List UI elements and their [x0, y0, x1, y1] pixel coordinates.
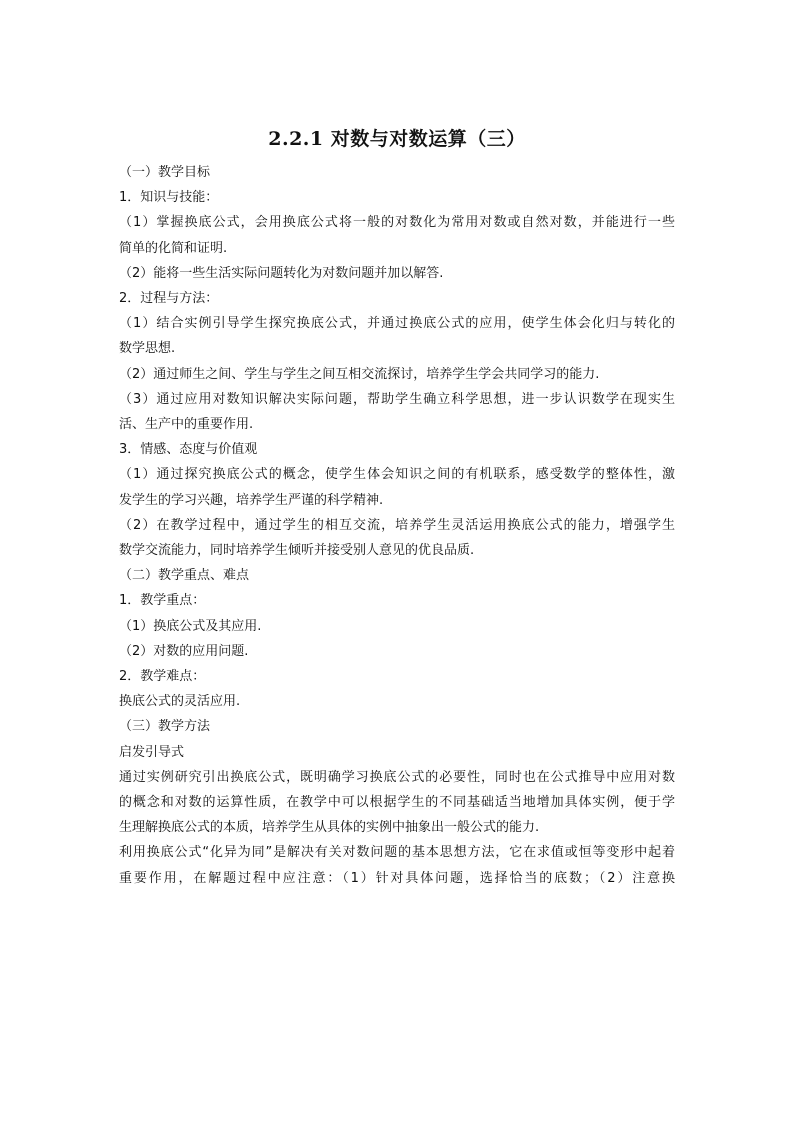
paragraph-line: （2）能将一些生活实际问题转化为对数问题并加以解答.: [119, 265, 444, 281]
paragraph-line: 通过实例研究引出换底公式，既明确学习换底公式的必要性，同时也在公式推导中应用对数: [119, 769, 675, 785]
subsection-heading: 3．情感、态度与价值观: [119, 442, 258, 458]
section-heading: （三）教学方法: [119, 719, 211, 735]
paragraph-line: 发学生的学习兴趣，培养学生严谨的科学精神.: [119, 492, 384, 508]
paragraph-line: 生理解换底公式的本质，培养学生从具体的实例中抽象出一般公式的能力.: [119, 820, 540, 836]
paragraph-line: （2）在教学过程中，通过学生的相互交流，培养学生灵活运用换底公式的能力，增强学生: [119, 517, 675, 533]
subsection-heading: 2．教学难点：: [119, 669, 206, 685]
paragraph-line: （1）通过探究换底公式的概念，使学生体会知识之间的有机联系，感受数学的整体性，激: [119, 467, 675, 483]
subsection-heading: 2．过程与方法：: [119, 291, 219, 307]
section-heading: （一）教学目标: [119, 165, 211, 180]
paragraph-line: 活、生产中的重要作用.: [119, 417, 254, 433]
paragraph-line: 数学思想.: [119, 341, 176, 357]
paragraph-line: （3）通过应用对数知识解决实际问题，帮助学生确立科学思想，进一步认识数学在现实生: [119, 391, 675, 407]
subsection-heading: 1．知识与技能：: [119, 190, 219, 206]
document-body: [119, 160, 675, 891]
document-title: 2.2.1 对数与对数运算（三）: [268, 128, 526, 150]
paragraph-line: 简单的化简和证明.: [119, 240, 228, 256]
paragraph-line: 换底公式的灵活应用.: [119, 694, 241, 710]
paragraph-line: （1）掌握换底公式，会用换底公式将一般的对数化为常用对数或自然对数，并能进行一些: [119, 215, 675, 231]
paragraph-line: 的概念和对数的运算性质，在教学中可以根据学生的不同基础适当地增加具体实例，便于学: [119, 795, 675, 811]
paragraph-line: （2）通过师生之间、学生与学生之间互相交流探讨，培养学生学会共同学习的能力.: [119, 366, 600, 382]
paragraph-line: （1）结合实例引导学生探究换底公式，并通过换底公式的应用，使学生体会化归与转化的: [119, 316, 675, 332]
paragraph-line: （2）对数的应用问题.: [119, 643, 249, 659]
subsection-heading: 1．教学重点：: [119, 593, 206, 609]
paragraph-line: 数学交流能力，同时培养学生倾听并接受别人意见的优良品质.: [119, 543, 475, 559]
section-heading: （二）教学重点、难点: [119, 568, 250, 584]
paragraph-line: （1）换底公式及其应用.: [119, 618, 262, 634]
paragraph-line: 重要作用，在解题过程中应注意：（1）针对具体问题，选择恰当的底数；（2）注意换: [119, 870, 675, 886]
paragraph-line: 启发引导式: [119, 744, 185, 760]
paragraph-line: 利用换底公式“化异为同”是解决有关对数问题的基本思想方法，它在求值或恒等变形中起着: [119, 845, 675, 861]
